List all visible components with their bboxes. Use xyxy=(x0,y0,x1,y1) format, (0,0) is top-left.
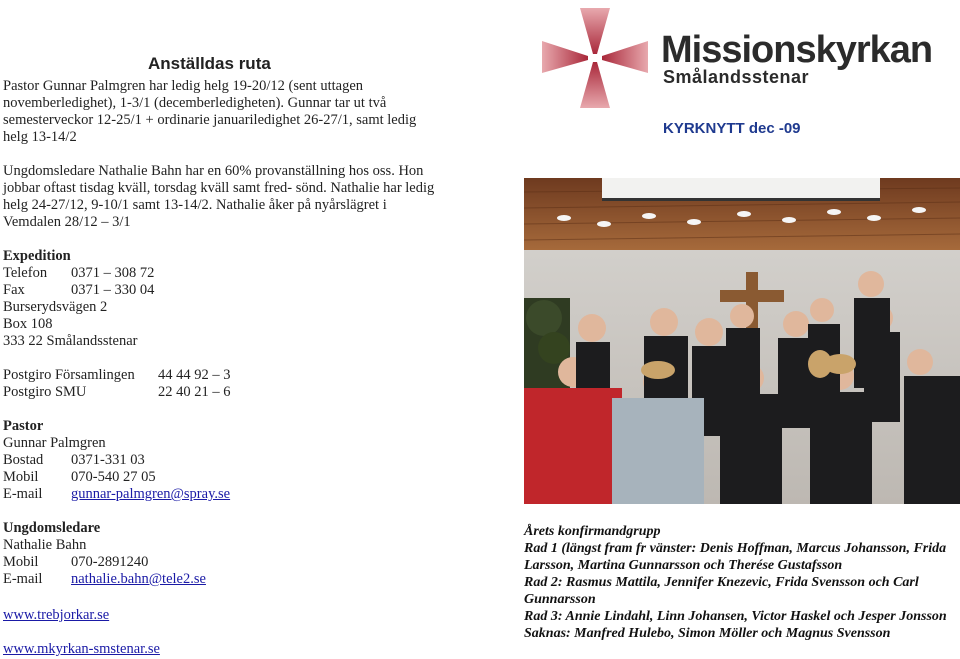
youth-block xyxy=(3,520,206,588)
pastor-home-phone: Bostad 0371-331 03 xyxy=(3,452,145,468)
group-photo-image xyxy=(524,178,960,504)
expedition-phone: Telefon 0371 – 308 72 xyxy=(3,265,155,281)
staff-paragraph-youth: Ungdomsledare Nathalie Bahn har en 60% provanställning hos oss. Hon jobbar oftast tisdag kväll, torsdag kväll samt fred- sönd. Nathalie har ledig helg 24-27/12, 9-10/1 samt 13-14/2. Nathalie åker på nyårslägret i Vemdalen 28/12 – 3/1 xyxy=(3,163,435,230)
staff-paragraph-pastor: Pastor Gunnar Palmgren har ledig helg 19-20/12 (sent uttagen novemberledighet), 1-3/1 (decemberledigheten). Gunnar tar ut två semesterveckor 12-25/1 + ordinarie januariledighet 26-27/1, samt ledig helg 13-14/2 xyxy=(3,78,417,145)
youth-name: Nathalie Bahn xyxy=(3,537,87,553)
expedition-box: Box 108 xyxy=(3,316,53,332)
pastor-block xyxy=(3,418,230,503)
youth-email: E-mail nathalie.bahn@tele2.se xyxy=(3,571,206,587)
logo-name: Missionskyrkan xyxy=(661,29,933,71)
link-trebjorkar[interactable]: www.trebjorkar.se xyxy=(3,607,110,623)
staff-title: Anställdas ruta xyxy=(148,54,271,73)
pastor-heading: Pastor xyxy=(3,418,44,434)
expedition-block xyxy=(3,248,154,350)
expedition-heading: Expedition xyxy=(3,248,71,264)
expedition-fax: Fax 0371 – 330 04 xyxy=(3,282,155,298)
pastor-email-link[interactable]: gunnar-palmgren@spray.se xyxy=(71,486,231,502)
confirmation-group-photo xyxy=(524,178,960,504)
giro-block xyxy=(3,367,231,401)
caption-row-1: Rad 1 (längst fram fr vänster: Denis Hoffman, Marcus Johansson, Frida Larsson, Martina Gunnarsson och Therése Gustafsson xyxy=(524,541,947,573)
caption-missing: Saknas: Manfred Hulebo, Simon Möller och Magnus Svensson xyxy=(524,626,891,641)
newsletter-title: KYRKNYTT dec -09 xyxy=(663,120,801,137)
pastor-name: Gunnar Palmgren xyxy=(3,435,106,451)
pastor-email: E-mail gunnar-palmgren@spray.se xyxy=(3,486,231,502)
caption-title: Årets konfirmandgrupp xyxy=(524,524,661,539)
pastor-mobile: Mobil 070-540 27 05 xyxy=(3,469,156,485)
youth-heading: Ungdomsledare xyxy=(3,520,101,536)
giro-congregation: Postgiro Församlingen 44 44 92 – 3 xyxy=(3,367,231,383)
cross-logo-icon xyxy=(540,6,650,110)
giro-smu: Postgiro SMU 22 40 21 – 6 xyxy=(3,384,231,400)
youth-email-link[interactable]: nathalie.bahn@tele2.se xyxy=(71,571,206,587)
expedition-city: 333 22 Smålandsstenar xyxy=(3,333,138,349)
logo-place: Smålandsstenar xyxy=(663,67,810,87)
link-mkyrkan[interactable]: www.mkyrkan-smstenar.se xyxy=(3,641,160,657)
caption-row-3: Rad 3: Annie Lindahl, Linn Johansen, Victor Haskel och Jesper Jonsson xyxy=(524,609,947,624)
expedition-street: Burserydsvägen 2 xyxy=(3,299,108,315)
caption-row-2: Rad 2: Rasmus Mattila, Jennifer Knezevic, Frida Svensson och Carl Gunnarsson xyxy=(524,575,919,607)
photo-caption xyxy=(524,523,954,642)
youth-mobile: Mobil 070-2891240 xyxy=(3,554,149,570)
missionskyrkan-logo-icon xyxy=(540,6,650,110)
